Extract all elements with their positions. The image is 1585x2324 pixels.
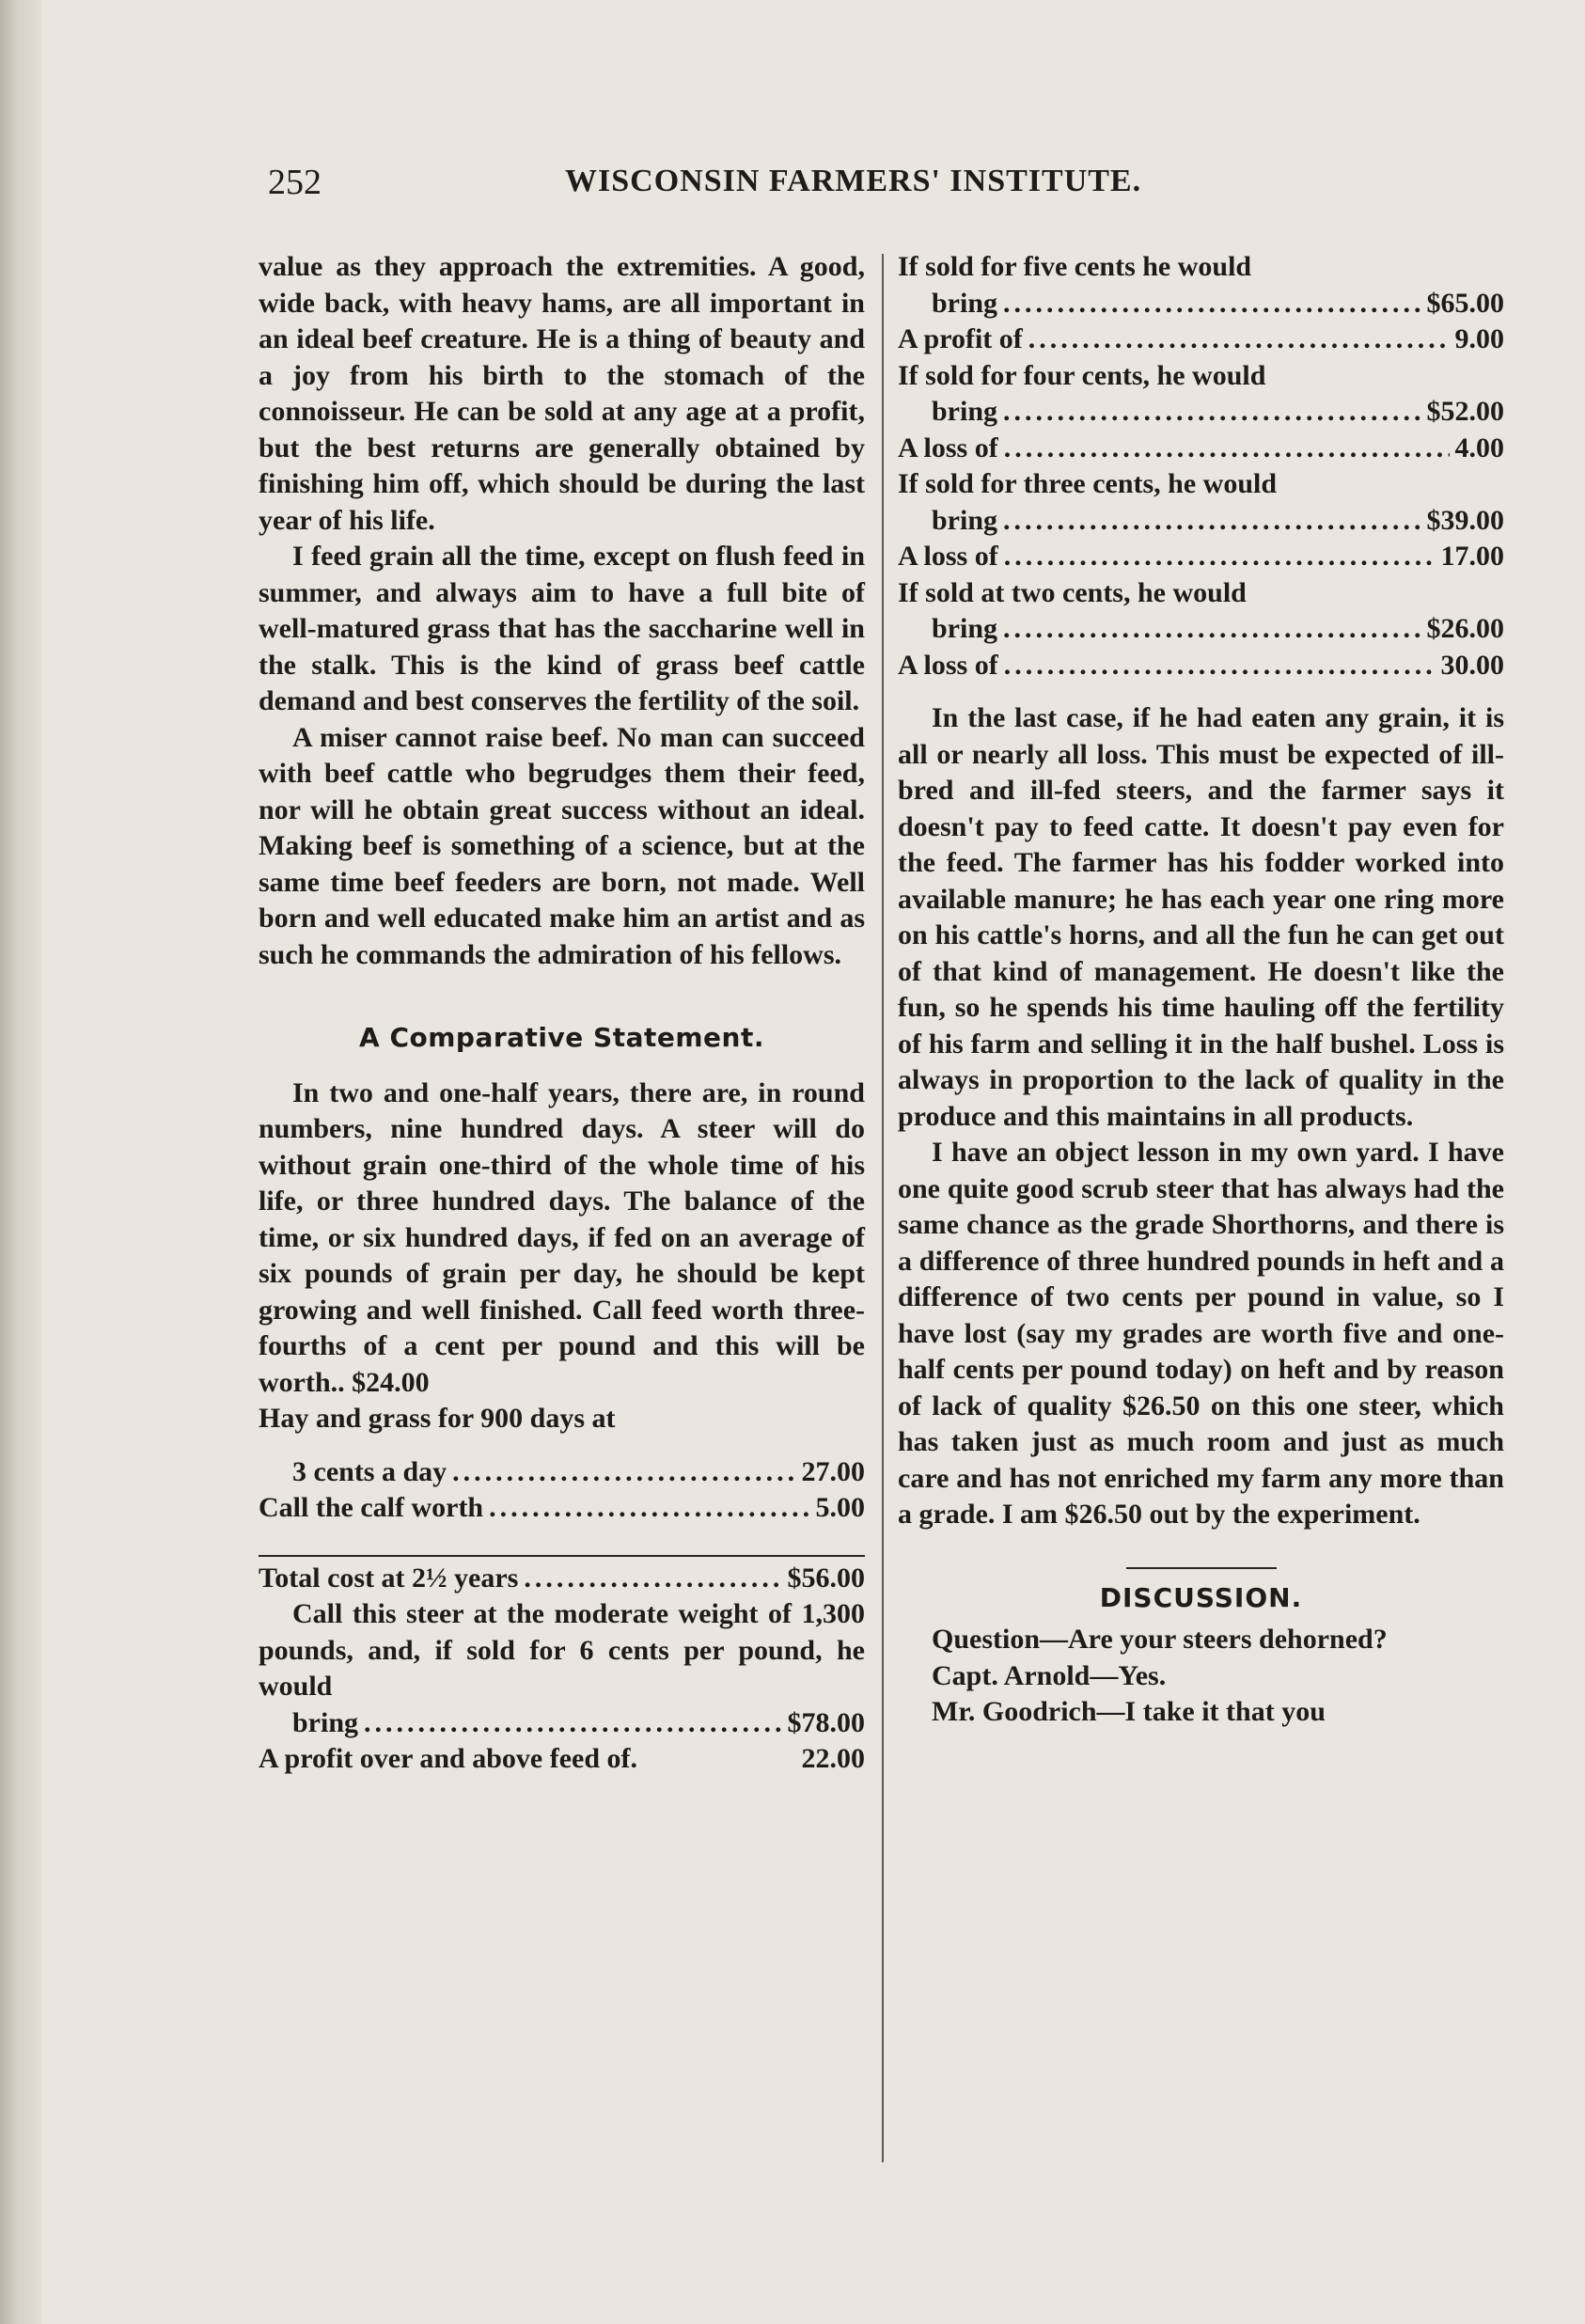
- ledger-row: bring ..... $39.00: [898, 503, 1504, 540]
- ledger-row: A loss of ..... 30.00: [898, 648, 1504, 684]
- ledger-text: If sold for four cents, he would: [898, 359, 1266, 391]
- paragraph: I feed grain all the time, except on flush feed in summer, and always aim to have a full bite of well-matured grass that has the saccharine well in the stalk. This is the kind of grass beef cattle demand and best conserves the fertility of the soil.: [259, 541, 865, 716]
- page-header: [268, 162, 1499, 218]
- page-number: 252: [268, 163, 322, 202]
- paragraph: I have an object lesson in my own yard. I have one quite good scrub steer that has always had the same chance as the grade Shorthorns, and there is a difference of three hundred pounds in heft and a difference of two cents per pound in value, so I have lost (say my grades are worth five and one-half cents per pound today) on heft and by reason of lack of quality $26.50 on this one steer, which has taken just as much room and just as much care and has not enriched my farm any more than a grade. I am $26.50 out by the experiment.: [898, 1137, 1504, 1530]
- question: Question—Are your steers dehorned?: [932, 1624, 1388, 1655]
- total-rule: [259, 1555, 865, 1557]
- paragraph: In two and one-half years, there are, in round numbers, nine hundred days. A steer will do without grain one-third of the whole time of his life, or three hundred days. The balance of the time, or six hundred days, if fed on an average of six pounds of grain per day, he should be kept growing and well finished. Call feed worth three-fourths of a cent per pound and this will be worth.. $24.00: [259, 1076, 865, 1398]
- ledger-row: bring ..... $78.00: [259, 1705, 865, 1742]
- section-divider: [1126, 1567, 1277, 1569]
- left-column: [259, 249, 865, 1778]
- paragraph: value as they approach the extremities. A good, wide back, with heavy hams, are all important in an ideal beef creature. He is a thing of beauty and a joy from his birth to the stomach of the connoisseur. He can be sold at any age at a profit, but the best returns are generally obtained by finishing him off, which should be during the last year of his life.: [259, 251, 865, 536]
- ledger-row: 3 cents a day ..... 27.00: [259, 1454, 865, 1491]
- price-ledger: [898, 249, 1504, 683]
- question: Mr. Goodrich—I take it that you: [932, 1696, 1326, 1727]
- ledger-row: bring ..... $65.00: [898, 286, 1504, 322]
- profit-row: A profit over and above feed of. 22.00: [259, 1743, 865, 1774]
- ledger-row: bring ..... $26.00: [898, 611, 1504, 648]
- ledger-row: A loss of ..... 17.00: [898, 539, 1504, 575]
- ledger-row: bring ..... $52.00: [898, 394, 1504, 431]
- paragraph: A miser cannot raise beef. No man can succeed with beef cattle who begrudges them their feed, nor will he obtain great success without an ideal. Making beef is something of a science, but at the same time beef feeders are born, not made. Well born and well educated make him an artist and as such he commands the admiration of his fellows.: [259, 721, 865, 970]
- column-rule: [882, 254, 884, 2162]
- ledger-row: A loss of ..... 4.00: [898, 431, 1504, 467]
- running-head: WISCONSIN FARMERS' INSTITUTE.: [565, 164, 1142, 198]
- paragraph: Call this steer at the moderate weight of 1,300 pounds, and, if sold for 6 cents per pound, he would: [259, 1598, 865, 1702]
- discussion-title: DISCUSSION.: [1099, 1581, 1303, 1613]
- ledger-text: If sold for five cents he would: [898, 251, 1252, 282]
- total-row: Total cost at 2½ years ..... $56.00: [259, 1561, 865, 1597]
- ledger-text: If sold for three cents, he would: [898, 468, 1278, 499]
- paragraph: Hay and grass for 900 days at: [259, 1403, 616, 1434]
- right-column: [898, 249, 1504, 1731]
- paragraph: In the last case, if he had eaten any grain, it is all or nearly all loss. This must be expected of ill-bred and ill-fed steers, and the farmer says it doesn't pay to feed catte. It doesn't pay even for the feed. The farmer has his fodder worked into available manure; he has each year one ring more on his cattle's horns, and all the fun he can get out of that kind of management. He doesn't like the fun, so he spends his time hauling off the fertility of his farm and selling it in the half bushel. Loss is always in proportion to the lack of quality in the produce and this maintains in all products.: [898, 702, 1504, 1132]
- amount: $24.00: [352, 1366, 430, 1398]
- ledger-text: If sold at two cents, he would: [898, 576, 1247, 608]
- page-binding-edge: [0, 0, 41, 2324]
- ledger-row: A profit of ..... 9.00: [898, 322, 1504, 358]
- section-title: A Comparative Statement.: [359, 1022, 764, 1053]
- answer: Capt. Arnold—Yes.: [932, 1659, 1167, 1691]
- ledger-row: Call the calf worth ..... 5.00: [259, 1490, 865, 1527]
